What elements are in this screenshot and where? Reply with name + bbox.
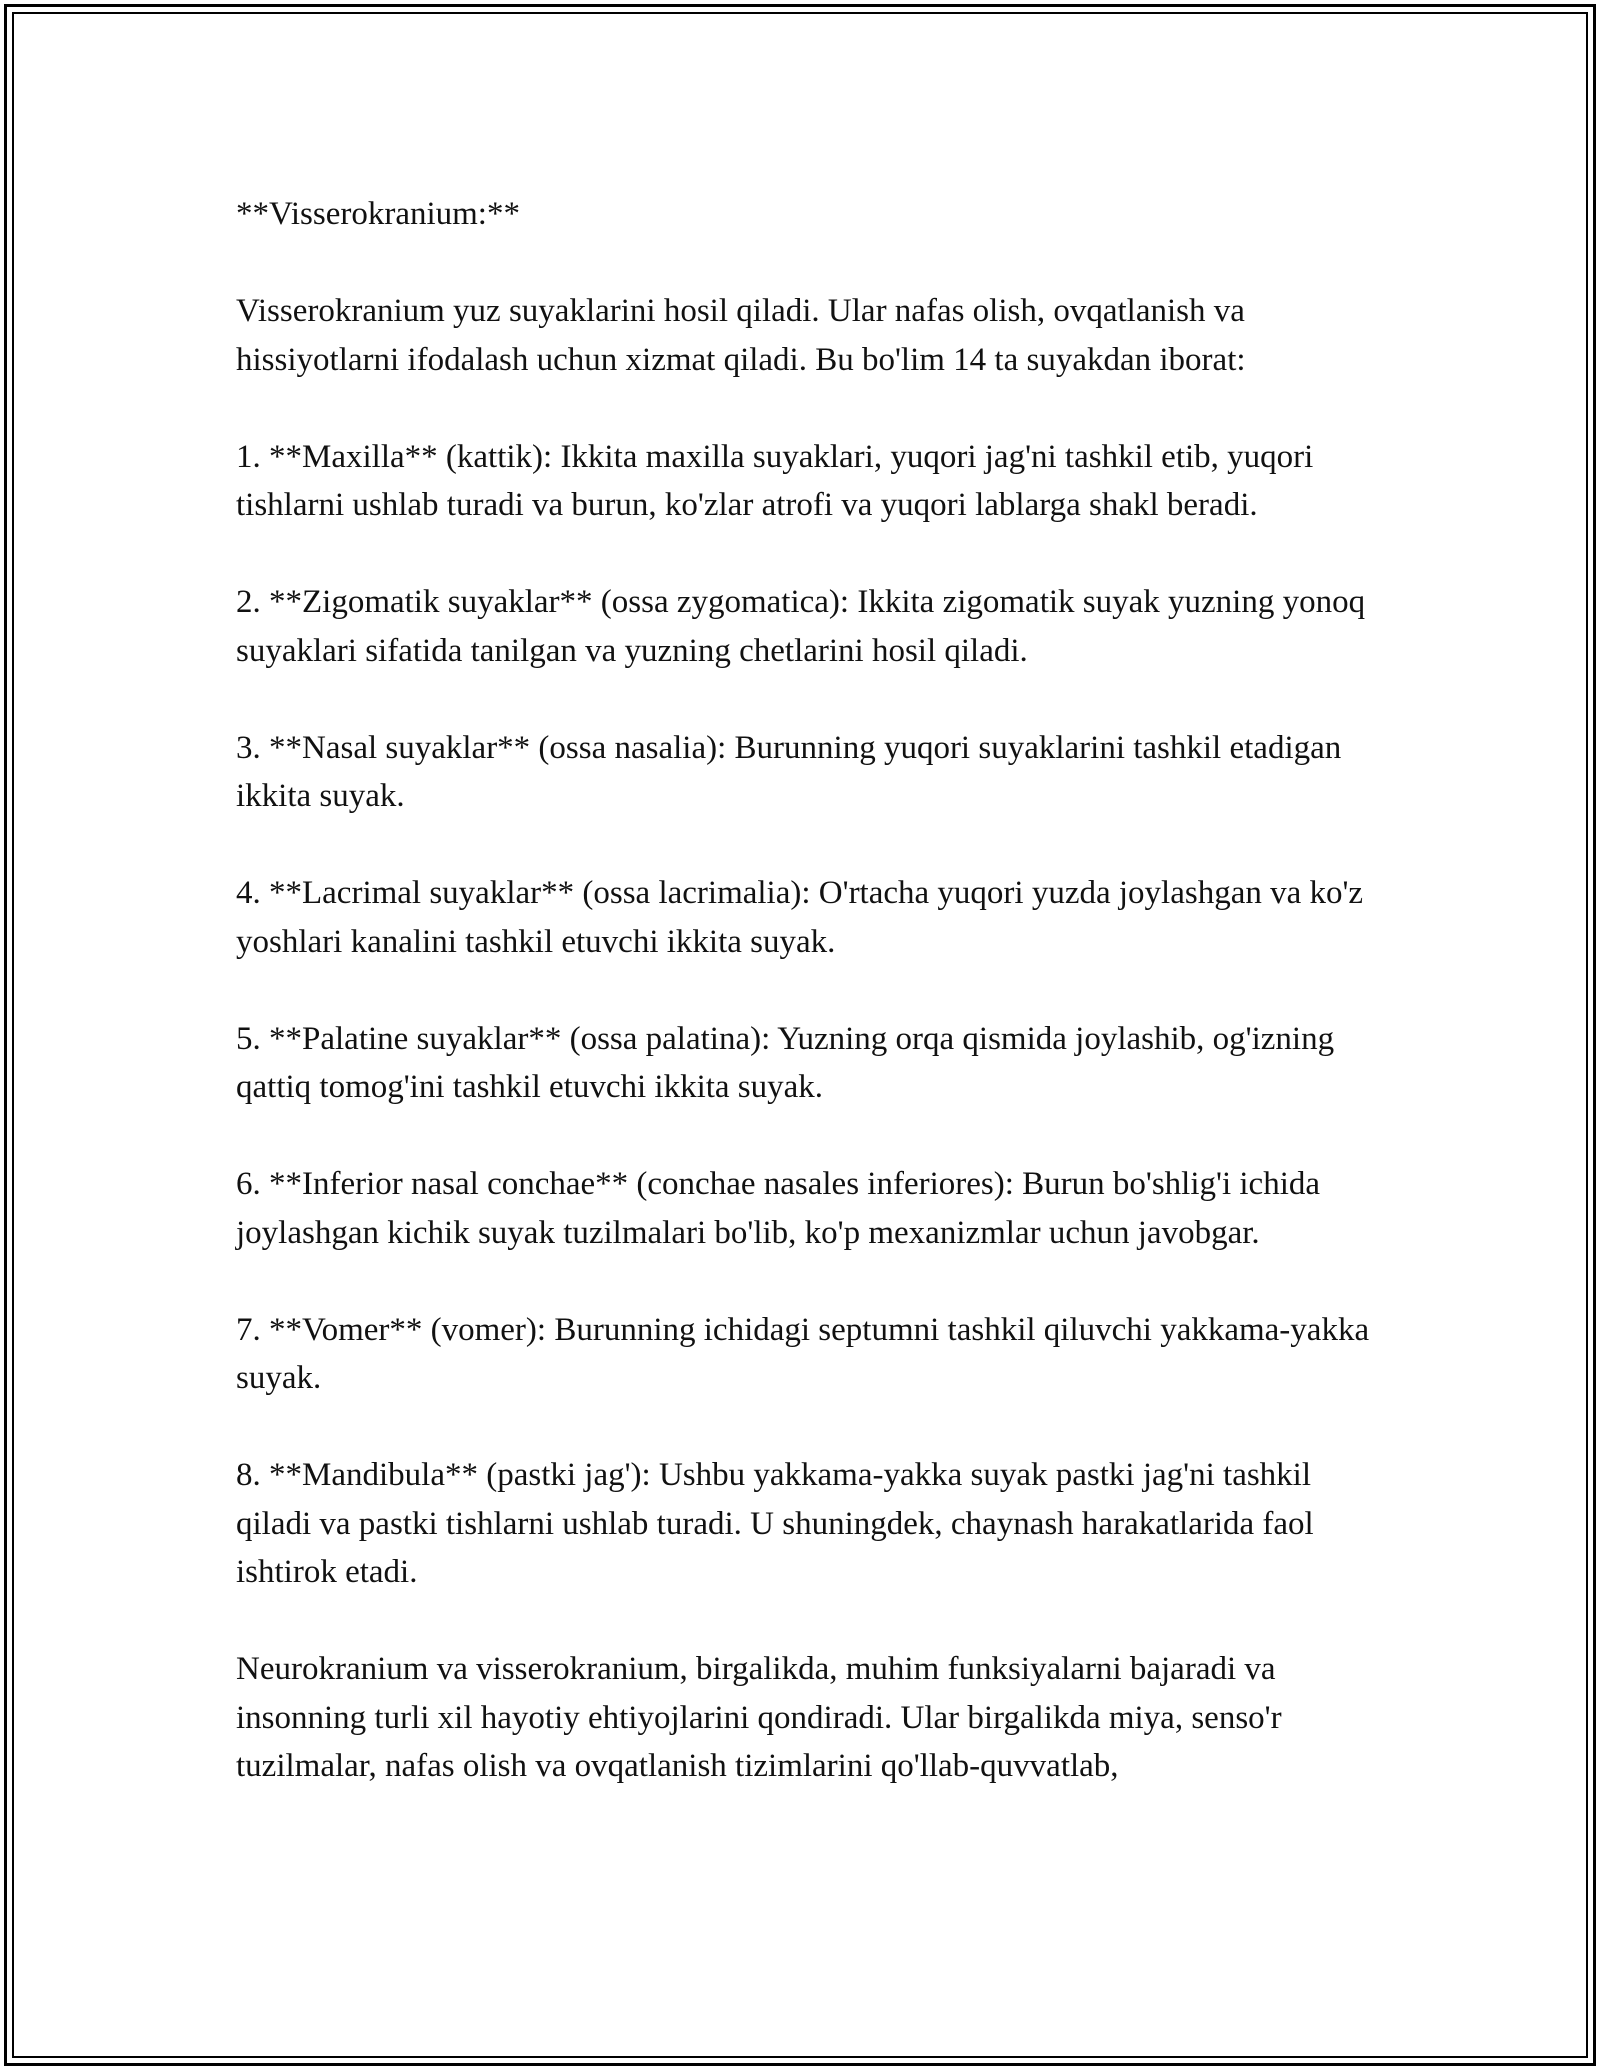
list-item-mandibula: 8. **Mandibula** (pastki jag'): Ushbu yakkama-yakka suyak pastki jag'ni tashkil qiladi va pastki tishlarni ushlab turadi. U shuningdek, chaynash harakatlarida faol ishtirok etadi. <box>236 1457 1314 1590</box>
list-item-palatine: 5. **Palatine suyaklar** (ossa palatina): Yuzning orqa qismida joylashib, og'izning qattiq tomog'ini tashkil etuvchi ikkita suyak. <box>236 1020 1335 1105</box>
list-item-lacrimal: 4. **Lacrimal suyaklar** (ossa lacrimalia): O'rtacha yuqori yuzda joylashgan va ko'z yoshlari kanalini tashkil etuvchi ikkita suyak. <box>236 875 1364 960</box>
document-body <box>236 190 1376 1791</box>
closing-paragraph: Neurokranium va visserokranium, birgalikda, muhim funksiyalarni bajaradi va insonning turli xil hayotiy ehtiyojlarini qondiradi. Ular birgalikda miya, senso'r tuzilmalar, nafas olish va ovqatlanish tizimlarini qo'llab-quvvatlab, <box>236 1651 1282 1784</box>
list-item-vomer: 7. **Vomer** (vomer): Burunning ichidagi septumni tashkil qiluvchi yakkama-yakka suyak. <box>236 1311 1370 1396</box>
list-item-nasal: 3. **Nasal suyaklar** (ossa nasalia): Burunning yuqori suyaklarini tashkil etadigan ikkita suyak. <box>236 729 1342 814</box>
list-item-zygomatic: 2. **Zigomatik suyaklar** (ossa zygomatica): Ikkita zigomatik suyak yuzning yonoq suyaklari sifatida tanilgan va yuzning chetlarini hosil qiladi. <box>236 584 1366 669</box>
list-item-maxilla: 1. **Maxilla** (kattik): Ikkita maxilla suyaklari, yuqori jag'ni tashkil etib, yuqori tishlarni ushlab turadi va burun, ko'zlar atrofi va yuqori lablarga shakl beradi. <box>236 438 1314 523</box>
section-heading: **Visserokranium:** <box>236 196 520 232</box>
intro-paragraph: Visserokranium yuz suyaklarini hosil qiladi. Ular nafas olish, ovqatlanish va hissiyotlarni ifodalash uchun xizmat qiladi. Bu bo'lim 14 ta suyakdan iborat: <box>236 293 1246 378</box>
list-item-inferior-nasal-conchae: 6. **Inferior nasal conchae** (conchae nasales inferiores): Burun bo'shlig'i ichida joylashgan kichik suyak tuzilmalari bo'lib, ko'p mexanizmlar uchun javobgar. <box>236 1166 1321 1251</box>
